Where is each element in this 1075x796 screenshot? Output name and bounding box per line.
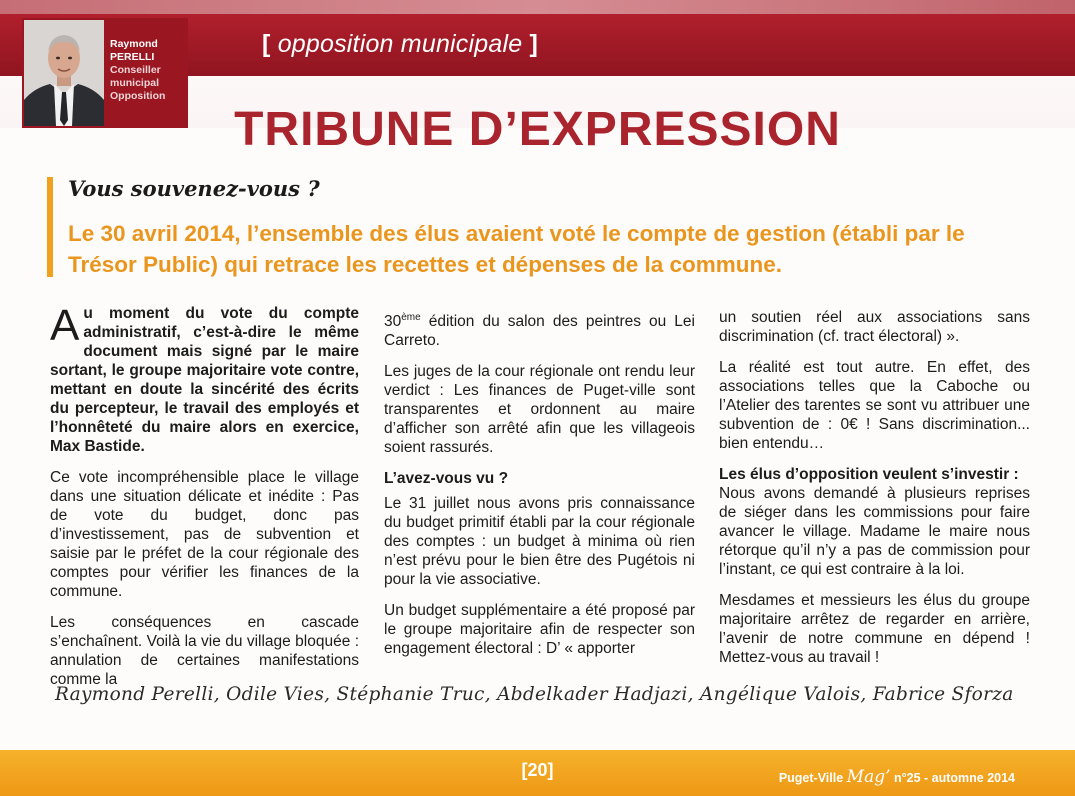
col2-paragraph-1 bbox=[384, 308, 695, 350]
col1-paragraph-1 bbox=[50, 301, 359, 456]
footer-brand bbox=[779, 767, 1015, 787]
author-caption bbox=[110, 38, 190, 103]
footer-brand-name: Puget-Ville bbox=[778, 771, 844, 785]
col3-paragraph-4: Mesdames et messieurs les élus du groupe majoritaire arrêtez de regarder en arrière, l’avenir de notre commune en dépend ! Mettez-vous au travail ! bbox=[719, 592, 1030, 666]
col1-paragraph-3: Les conséquences en cascade s’enchaînent. Voilà la vie du village bloquée : annulation de certaines manifestations comme la bbox=[50, 614, 359, 688]
column-2 bbox=[384, 308, 695, 670]
col3-paragraph-2: La réalité est tout autre. En effet, des associations telles que la Caboche ou l’Atelier des tarentes se sont vu attribuer une subvention de : 0€ ! Sans discrimination... bien entendu… bbox=[719, 359, 1030, 452]
author-first-name: Raymond bbox=[110, 38, 158, 50]
author-role-line-1: Conseiller bbox=[110, 64, 161, 76]
column-3 bbox=[719, 308, 1030, 679]
section-label bbox=[262, 30, 538, 59]
signatures: Raymond Perelli, Odile Vies, Stéphanie Truc, Abdelkader Hadjazi, Angélique Valois, Fabrice Sforza bbox=[55, 684, 1014, 705]
section-bracket-close: ] bbox=[529, 30, 539, 58]
page-number: [20] bbox=[521, 760, 554, 780]
col2-paragraph-2: Les juges de la cour régionale ont rendu leur verdict : Les finances de Puget-ville sont transparentes et ordonnent au maire d’afficher son arrêté afin que les villageois soient rassurés. bbox=[384, 363, 695, 457]
col2-edition-suffix: ème bbox=[401, 312, 421, 323]
col2-paragraph-1-text: édition du salon des peintres ou Lei Carreto. bbox=[384, 313, 695, 350]
col2-edition-number: 30 bbox=[384, 313, 402, 331]
intro-lead: Le 30 avril 2014, l’ensemble des élus avaient voté le compte de gestion (établi par le Trésor Public) qui retrace les recettes et dépenses de la commune. bbox=[68, 221, 965, 277]
column-1 bbox=[50, 301, 359, 701]
col1-paragraph-2: Ce vote incompréhensible place le village dans une situation délicate et inédite : Pas de vote du budget, donc pas d’investissement, pas de subvention et saisie par le préfet de la cour régionale des comptes pour vérifier les finances de la commune. bbox=[50, 469, 359, 600]
section-label-text: opposition municipale bbox=[277, 30, 523, 58]
col3-paragraph-3: Nous avons demandé à plusieurs reprises de siéger dans les commissions pour faire avancer le village. Madame le maire nous rétorque qu’il n’y a pas de commission pour l’instant, ce qui est contraire à la loi. bbox=[719, 485, 1030, 578]
footer-band bbox=[0, 750, 1075, 796]
header-top-stripe bbox=[0, 0, 1075, 14]
col3-subhead: Les élus d’opposition veulent s’investir : bbox=[719, 466, 1019, 483]
col2-paragraph-4: Un budget supplémentaire a été proposé par le groupe majoritaire afin de respecter son engagement électoral : D’ « apporter bbox=[384, 602, 695, 658]
intro-question: Vous souvenez-vous ? bbox=[68, 176, 320, 201]
col2-paragraph-3: Le 31 juillet nous avons pris connaissance du budget primitif établi par la cour régionale des comptes : un budget à minima où rien n’est prévu pour le bien être des Pugétois ni pour la vie associative. bbox=[384, 495, 695, 589]
author-last-name: PERELLI bbox=[110, 51, 155, 63]
section-bracket-open: [ bbox=[262, 30, 271, 58]
col2-subhead: L’avez-vous vu ? bbox=[384, 470, 509, 488]
intro-accent-bar bbox=[47, 177, 53, 277]
author-role-line-2: municipal bbox=[110, 77, 160, 89]
author-role-line-3: Opposition bbox=[110, 90, 166, 102]
drop-cap: A bbox=[50, 301, 80, 350]
footer-issue: n°25 - automne 2014 bbox=[893, 771, 1015, 785]
page-title: TRIBUNE D’EXPRESSION bbox=[234, 103, 841, 156]
footer-mag-logo: Mag’ bbox=[846, 767, 891, 787]
col1-paragraph-1-text: u moment du vote du compte administratif, c’est-à-dire le même document mais signé par le maire sortant, le groupe majoritaire vote contre, mettant en doute la sincérité des écrits du percepteur, le travail des employés et l’honnêteté du maire alors en exercice, Max Bastide. bbox=[50, 305, 359, 455]
col3-paragraph-1: un soutien réel aux associations sans discrimination (cf. tract électoral) ». bbox=[719, 309, 1030, 345]
